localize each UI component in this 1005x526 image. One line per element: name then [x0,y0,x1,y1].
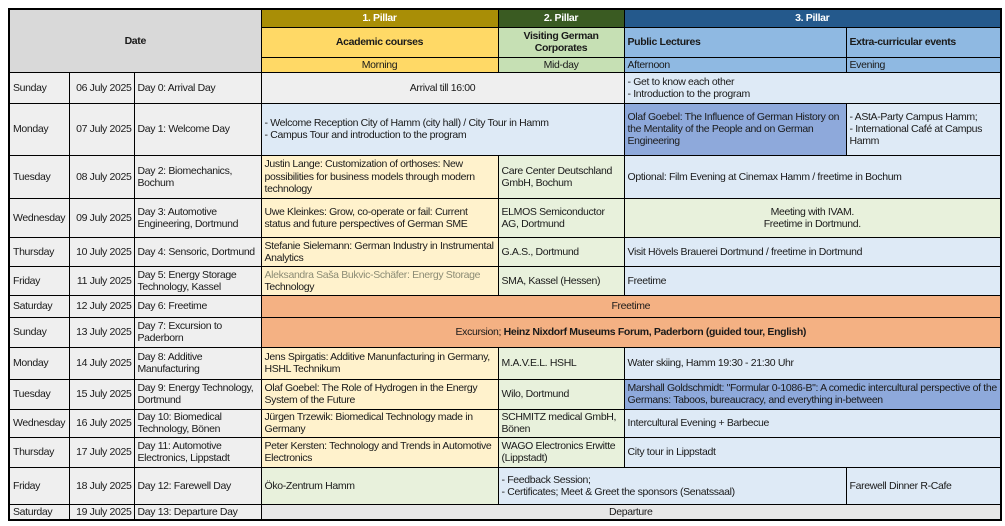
table-row [9,198,1001,237]
evening-cell: Water skiing, Hamm 19:30 - 21:30 Uhr [624,347,1001,379]
day-label-cell: Day 4: Sensoric, Dortmund [134,237,261,266]
date-cell: 15 July 2025 [69,379,134,409]
day-cell: Saturday [9,504,69,520]
list-line: Meeting with IVAM. [770,205,854,218]
date-cell: 18 July 2025 [69,467,134,504]
day-cell: Thursday [9,237,69,266]
company-cell: G.A.S., Dortmund [498,237,624,266]
day-cell: Monday [9,347,69,379]
lecture-cell: Jens Spirgatis: Additive Manunfacturing in Germany, HSHL Technikum [261,347,498,379]
day-label-cell: Day 13: Departure Day [134,504,261,520]
morning-cell [261,103,624,155]
date-cell: 13 July 2025 [69,317,134,347]
morning-cell: Öko-Zentrum Hamm [261,467,498,504]
afternoon-cell [498,467,846,504]
header-academic-courses: Academic courses [261,27,498,57]
header-afternoon: Afternoon [624,57,846,72]
list-line: - AStA-Party Campus Hamm; [849,110,978,123]
day-label-cell: Day 3: Automotive Engineering, Dortmund [134,198,261,237]
header-visiting-corporates: Visiting German Corporates [498,27,624,57]
header-morning: Morning [261,57,498,72]
list-line: - Certificates; Meet & Greet the sponsors (Senatssaal) [501,485,735,498]
list-line: - Welcome Reception City of Hamm (city hall) / City Tour in Hamm [264,117,549,129]
company-cell: SMA, Kassel (Hessen) [498,266,624,295]
table-row [9,317,1001,347]
lecture-topic: Technology [264,280,315,293]
schedule-table [8,8,1002,521]
day-label-cell: Day 1: Welcome Day [134,103,261,155]
evening-cell: Visit Hövels Brauerei Dortmund / freetime in Dortmund [624,237,1001,266]
afternoon-cell [624,72,1001,103]
date-cell: 12 July 2025 [69,295,134,317]
day-label-cell: Day 6: Freetime [134,295,261,317]
company-cell: WAGO Electronics Erwitte (Lippstadt) [498,437,624,467]
list-line: - Feedback Session; [501,473,591,486]
list-line: - Get to know each other [627,75,735,88]
evening-cell: Marshall Goldschmidt: "Formular 0-1086-B": A comedic intercultural perspective of the Germans: Taboos, bureaucracy, and everything in-between [624,379,1001,409]
table-row [9,437,1001,467]
day-cell: Friday [9,266,69,295]
evening-cell: City tour in Lippstadt [624,437,1001,467]
departure-band: Departure [261,504,1001,520]
excursion-prefix: Excursion; [455,326,504,339]
date-cell: 08 July 2025 [69,155,134,198]
date-cell: 19 July 2025 [69,504,134,520]
lecture-cell: Olaf Goebel: The Role of Hydrogen in the Energy System of the Future [261,379,498,409]
evening-cell: Intercultural Evening + Barbecue [624,409,1001,437]
lecture-cell: Stefanie Sielemann: German Industry in Instrumental Analytics [261,237,498,266]
table-row [9,504,1001,520]
table-row [9,266,1001,295]
table-row [9,103,1001,155]
list-line: - International Café at Campus Hamm [849,123,983,148]
day-label-cell: Day 0: Arrival Day [134,72,261,103]
day-label-cell: Day 2: Biomechanics, Bochum [134,155,261,198]
header-pillar-1: 1. Pillar [261,9,498,27]
lecture-cell: Jürgen Trzewik: Biomedical Technology made in Germany [261,409,498,437]
date-cell: 07 July 2025 [69,103,134,155]
arrival-cell: Arrival till 16:00 [261,72,624,103]
day-cell: Sunday [9,72,69,103]
day-label-cell: Day 5: Energy Storage Technology, Kassel [134,266,261,295]
list-line: - Campus Tour and introduction to the program [264,129,467,142]
date-cell: 09 July 2025 [69,198,134,237]
date-cell: 10 July 2025 [69,237,134,266]
date-cell: 06 July 2025 [69,72,134,103]
table-row [9,467,1001,504]
excursion-band [261,317,1001,347]
day-cell: Wednesday [9,198,69,237]
day-cell: Friday [9,467,69,504]
table-row [9,237,1001,266]
table-row [9,72,1001,103]
lecturer-name: Aleksandra Saša Bukvic-Schäfer: Energy Storage [264,268,481,281]
evening-cell: Farewell Dinner R-Cafe [846,467,1001,504]
company-cell: M.A.V.E.L. HSHL [498,347,624,379]
company-cell: ELMOS Semiconductor AG, Dortmund [498,198,624,237]
day-cell: Saturday [9,295,69,317]
freetime-band: Freetime [261,295,1001,317]
list-line: - Introduction to the program [627,87,750,100]
lecture-cell: Justin Lange: Customization of orthoses: New possibilities for business models through modern technology [261,155,498,198]
evening-cell [624,198,1001,237]
table-row [9,295,1001,317]
day-label-cell: Day 10: Biomedical Technology, Bönen [134,409,261,437]
company-cell: Care Center Deutschland GmbH, Bochum [498,155,624,198]
lecture-cell: Uwe Kleinkes: Grow, co-operate or fail: Current status and future perspectives of German SME [261,198,498,237]
date-cell: 17 July 2025 [69,437,134,467]
table-row [9,409,1001,437]
excursion-venue: Heinz Nixdorf Museums Forum, Paderborn (guided tour, English) [503,326,807,339]
header-pillar-3: 3. Pillar [624,9,1001,27]
table-row [9,347,1001,379]
day-cell: Wednesday [9,409,69,437]
date-cell: 14 July 2025 [69,347,134,379]
table-row [9,379,1001,409]
table-row [9,155,1001,198]
company-cell: Wilo, Dortmund [498,379,624,409]
evening-cell [846,103,1001,155]
day-label-cell: Day 11: Automotive Electronics, Lippstadt [134,437,261,467]
day-label-cell: Day 7: Excursion to Paderborn [134,317,261,347]
header-extra-curricular: Extra-curricular events [846,27,1001,57]
evening-cell: Freetime [624,266,1001,295]
company-cell: SCHMITZ medical GmbH, Bönen [498,409,624,437]
header-midday: Mid-day [498,57,624,72]
day-cell: Thursday [9,437,69,467]
day-label-cell: Day 8: Additive Manufacturing [134,347,261,379]
header-public-lectures: Public Lectures [624,27,846,57]
day-label-cell: Day 9: Energy Technology, Dortmund [134,379,261,409]
header-date: Date [9,9,261,72]
lecture-cell: Peter Kersten: Technology and Trends in Automotive Electronics [261,437,498,467]
evening-cell: Optional: Film Evening at Cinemax Hamm / freetime in Bochum [624,155,1001,198]
day-cell: Sunday [9,317,69,347]
list-line: Freetime in Dortmund. [763,217,861,230]
date-cell: 16 July 2025 [69,409,134,437]
day-cell: Tuesday [9,155,69,198]
day-cell: Tuesday [9,379,69,409]
day-label-cell: Day 12: Farewell Day [134,467,261,504]
header-pillar-2: 2. Pillar [498,9,624,27]
header-evening: Evening [846,57,1001,72]
lecture-cell [261,266,498,295]
lecture-cell: Olaf Goebel: The Influence of German History on the Mentality of the People and on German Engineering [624,103,846,155]
date-cell: 11 July 2025 [69,266,134,295]
day-cell: Monday [9,103,69,155]
